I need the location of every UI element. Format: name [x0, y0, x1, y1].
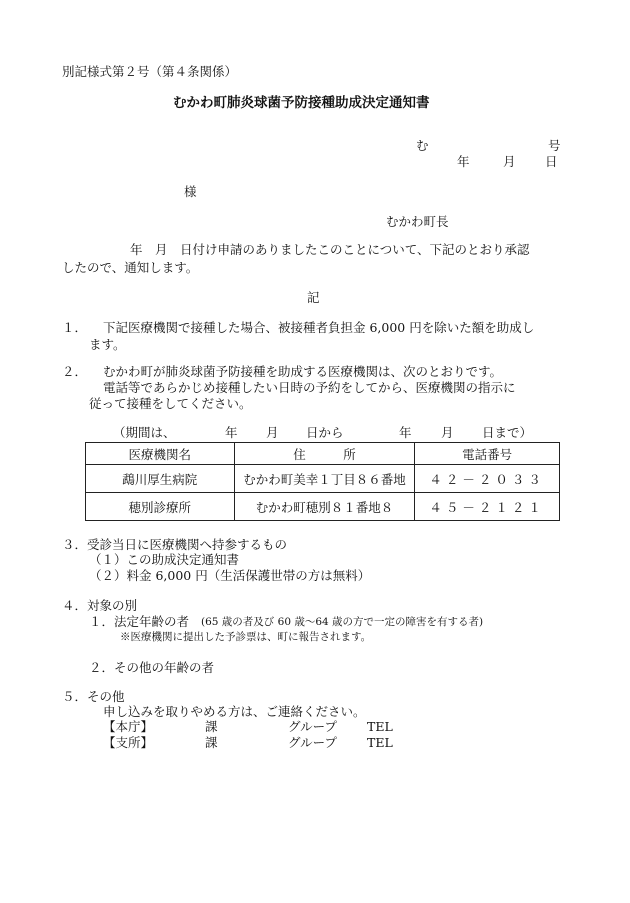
addressee-suffix: 様: [184, 184, 197, 199]
document-title: むかわ町肺炎球菌予防接種助成決定通知書: [173, 95, 430, 111]
period-year-2: 年: [399, 425, 412, 440]
intro-line-2: したので、通知します。: [62, 260, 199, 275]
contact-tel-honcho: TEL: [367, 719, 393, 734]
item4-sub-1-note: (65 歳の者及び 60 歳～64 歳の方で一定の障害を有する者): [201, 616, 484, 628]
item4-sub-1-remark: ※医療機関に提出した予診票は、町に報告されます。: [120, 631, 372, 643]
contact-ka-honcho: 課: [205, 719, 218, 734]
facility-address: むかわ町穂別８１番地８: [234, 493, 415, 521]
facility-address: むかわ町美幸１丁目８６番地: [234, 465, 415, 493]
header-address: 住 所: [234, 443, 415, 465]
period-day-from: 日から: [306, 425, 344, 440]
contact-office-shisho: 【支所】: [103, 735, 154, 750]
table-row: [86, 493, 560, 521]
contact-group-shisho: グループ: [288, 735, 338, 750]
item1-line-2: ます。: [89, 337, 126, 352]
period-month-1: 月: [266, 425, 279, 440]
header-facility-name: 医療機関名: [86, 443, 235, 465]
period-day-until: 日まで）: [482, 425, 533, 440]
item2-number: ２．: [62, 364, 88, 379]
form-number: 別記様式第２号（第４条関係）: [62, 64, 238, 79]
document-number-prefix: む: [416, 138, 429, 153]
document-number-suffix: 号: [548, 138, 561, 153]
contact-group-honcho: グループ: [288, 719, 338, 734]
item4-sub-1-label: １．法定年齢の者: [89, 614, 190, 629]
header-phone: 電話番号: [415, 443, 560, 465]
item3-sub-1: （１）この助成決定通知書: [89, 552, 240, 567]
facility-phone: ４２－２０３３: [415, 465, 560, 493]
date-year: 年: [457, 154, 470, 169]
period-month-2: 月: [441, 425, 454, 440]
table-row: [86, 465, 560, 493]
facility-phone: ４５－２１２１: [415, 493, 560, 521]
item1-number: １．: [62, 320, 88, 335]
item5-heading: ５．その他: [62, 689, 125, 704]
ki-heading: 記: [307, 290, 320, 305]
item2-line-3: 従って接種をしてください。: [89, 396, 252, 411]
facility-name: 穂別診療所: [86, 493, 235, 521]
item4-sub-2: ２．その他の年齢の者: [89, 660, 215, 675]
contact-tel-shisho: TEL: [367, 735, 393, 750]
contact-ka-shisho: 課: [205, 735, 218, 750]
date-day: 日: [545, 154, 558, 169]
item3-heading: ３．受診当日に医療機関へ持参するもの: [62, 537, 288, 552]
medical-facility-table: [85, 442, 560, 521]
date-month: 月: [503, 154, 516, 169]
item3-sub-2: （２）料金 6,000 円（生活保護世帯の方は無料）: [89, 568, 371, 583]
item2-line-2: 電話等であらかじめ接種したい日時の予約をしてから、医療機関の指示に: [103, 380, 516, 395]
table-header-row: [86, 443, 560, 465]
item4-heading: ４．対象の別: [62, 598, 138, 613]
period-year-1: 年: [225, 425, 238, 440]
intro-line-1: 年 月 日付け申請のありましたこのことについて、下記のとおり承認: [130, 242, 530, 257]
facility-name: 鵡川厚生病院: [86, 465, 235, 493]
item2-line-1: むかわ町が肺炎球菌予防接種を助成する医療機関は、次のとおりです。: [103, 364, 503, 379]
item1-line-1: 下記医療機関で接種した場合、被接種者負担金 6,000 円を除いた額を助成し: [103, 320, 535, 335]
item5-line-1: 申し込みを取りやめる方は、ご連絡ください。: [103, 704, 366, 719]
period-open: （期間は、: [113, 425, 176, 440]
sender-name: むかわ町長: [386, 214, 449, 229]
contact-office-honcho: 【本庁】: [103, 719, 154, 734]
